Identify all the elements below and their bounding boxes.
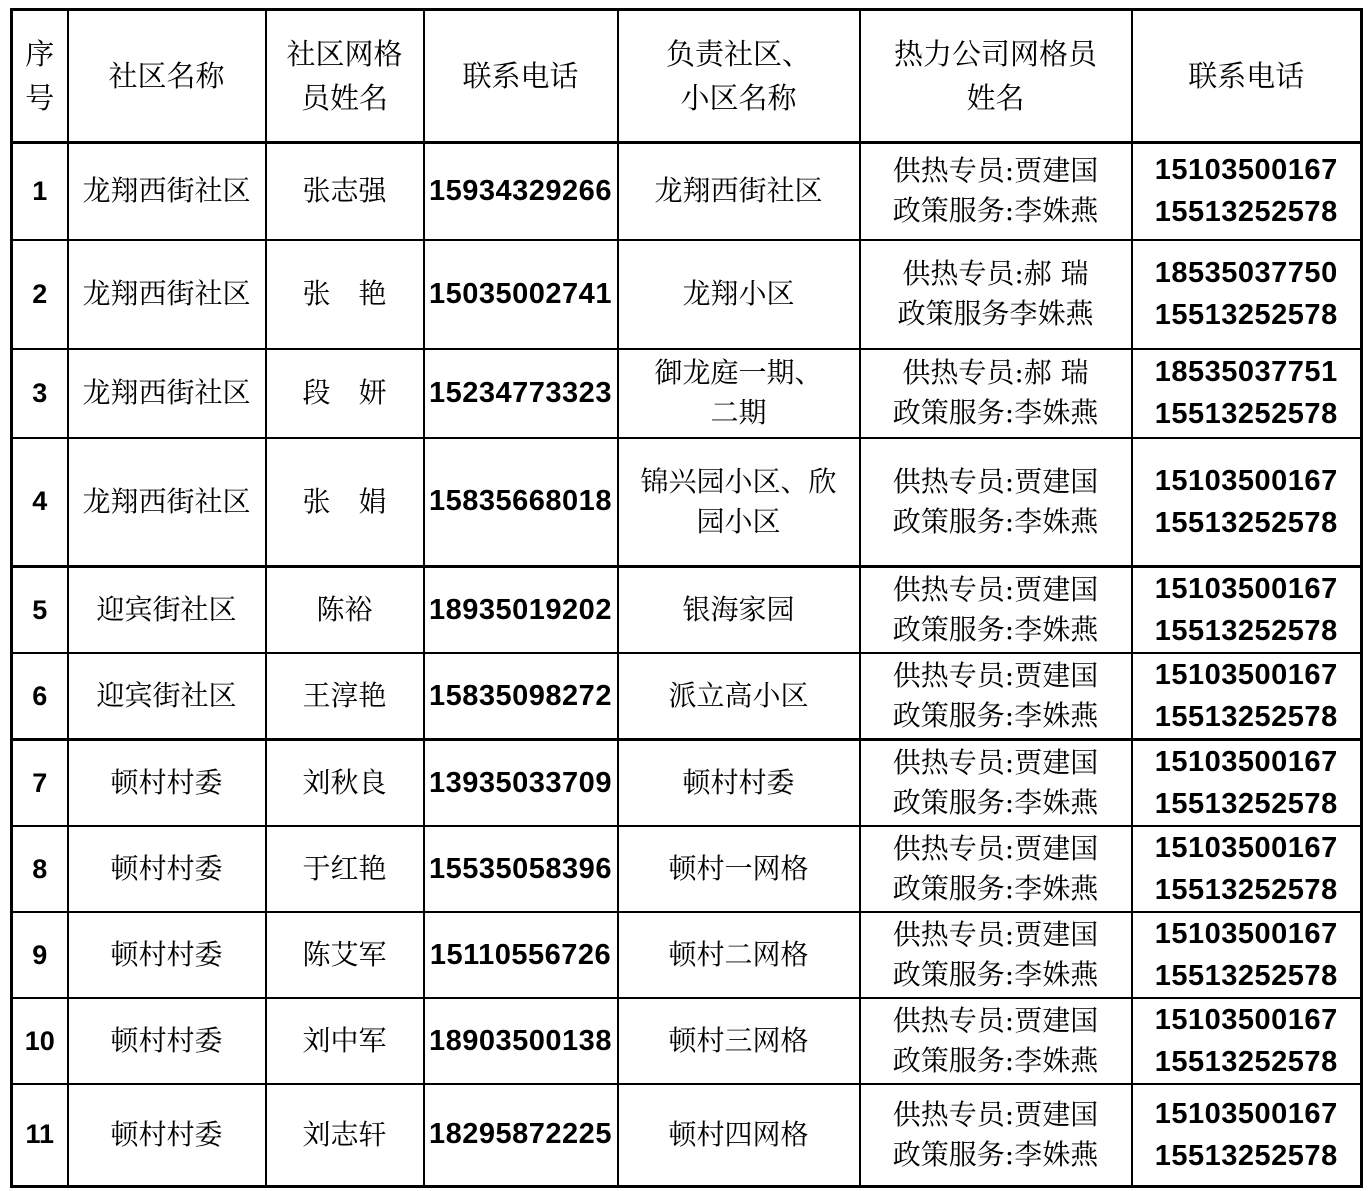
text-line: 园小区 — [696, 504, 781, 538]
text-line: 15513252578 — [1154, 1139, 1338, 1172]
text-line: 员姓名 — [300, 81, 388, 115]
community-name-cell: 顿村村委 — [68, 826, 266, 912]
serial-number-cell: 8 — [12, 826, 68, 912]
heating-worker-cell — [860, 740, 1132, 827]
heating-worker-cell — [860, 1084, 1132, 1186]
text-line: 供热专员:贾建国 — [892, 573, 1099, 606]
text-line: 15513252578 — [1154, 874, 1338, 906]
header-row — [12, 10, 1362, 143]
text-line: 小区名称 — [680, 81, 797, 115]
table-row — [12, 349, 1362, 438]
table-row — [12, 826, 1362, 912]
contact-phone-cell: 15234773323 — [424, 349, 618, 438]
heating-phone-cell — [1132, 1084, 1362, 1186]
heating-phone-cell — [1132, 349, 1362, 438]
text-line: 龙翔西街社区 — [654, 174, 823, 208]
table-row — [12, 567, 1362, 654]
responsible-area-cell — [618, 143, 860, 240]
serial-number-cell: 7 — [12, 740, 68, 827]
serial-number-cell: 9 — [12, 912, 68, 998]
grid-worker-name-cell: 张志强 — [266, 143, 424, 240]
contact-phone-cell: 15035002741 — [424, 240, 618, 349]
text-line: 15103500167 — [1154, 918, 1338, 950]
serial-number-cell: 11 — [12, 1084, 68, 1186]
text-line: 15513252578 — [1154, 960, 1338, 992]
text-line: 政策服务:李姝燕 — [892, 872, 1099, 905]
text-line: 热力公司网格员 — [893, 37, 1097, 71]
serial-number-cell: 2 — [12, 240, 68, 349]
community-name-cell: 顿村村委 — [68, 998, 266, 1084]
text-line: 15103500167 — [1154, 659, 1338, 691]
serial-number-cell: 3 — [12, 349, 68, 438]
responsible-area-cell — [618, 438, 860, 567]
text-line: 社区网格 — [286, 37, 403, 71]
heating-phone-cell — [1132, 826, 1362, 912]
table-row — [12, 740, 1362, 827]
text-line: 15103500167 — [1154, 1097, 1338, 1130]
text-line: 15513252578 — [1154, 615, 1338, 647]
serial-number-cell: 1 — [12, 143, 68, 240]
text-line: 供热专员:贾建国 — [892, 659, 1099, 692]
community-name-cell: 龙翔西街社区 — [68, 349, 266, 438]
text-line: 姓名 — [966, 81, 1025, 115]
text-line: 18535037750 — [1154, 257, 1338, 289]
heating-worker-cell — [860, 240, 1132, 349]
responsible-area-cell — [618, 349, 860, 438]
text-line: 供热专员:贾建国 — [892, 1004, 1099, 1037]
heating-phone-cell — [1132, 438, 1362, 567]
heating-worker-cell — [860, 143, 1132, 240]
grid-worker-name-cell: 张 艳 — [266, 240, 424, 349]
responsible-area-cell — [618, 826, 860, 912]
text-line: 社区名称 — [108, 59, 225, 93]
serial-number-cell: 6 — [12, 653, 68, 740]
community-name-cell: 顿村村委 — [68, 912, 266, 998]
grid-worker-name-cell: 刘中军 — [266, 998, 424, 1084]
contact-phone-cell: 15110556726 — [424, 912, 618, 998]
heating-phone-cell — [1132, 143, 1362, 240]
text-line: 政策服务:李姝燕 — [892, 396, 1099, 429]
text-line: 政策服务:李姝燕 — [892, 194, 1099, 228]
text-line: 序 — [25, 37, 55, 71]
text-line: 二期 — [710, 396, 767, 429]
grid-worker-name-cell: 陈裕 — [266, 567, 424, 654]
text-line: 政策服务:李姝燕 — [892, 786, 1099, 819]
col-header-serial — [12, 10, 68, 143]
table-header — [12, 10, 1362, 143]
table-row — [12, 912, 1362, 998]
text-line: 顿村四网格 — [668, 1117, 809, 1151]
heating-contact-table — [10, 8, 1363, 1188]
text-line: 联系电话 — [462, 59, 579, 93]
text-line: 龙翔小区 — [682, 277, 795, 310]
table-row — [12, 998, 1362, 1084]
table-row — [12, 143, 1362, 240]
grid-worker-name-cell: 陈艾军 — [266, 912, 424, 998]
text-line: 联系电话 — [1188, 59, 1305, 93]
heating-worker-cell — [860, 653, 1132, 740]
responsible-area-cell — [618, 653, 860, 740]
text-line: 15103500167 — [1154, 832, 1338, 864]
text-line: 顿村村委 — [682, 766, 795, 799]
col-header-community-name — [68, 10, 266, 143]
text-line: 顿村二网格 — [668, 938, 809, 971]
grid-worker-name-cell: 张 娟 — [266, 438, 424, 567]
text-line: 政策服务:李姝燕 — [892, 613, 1099, 646]
heating-worker-cell — [860, 567, 1132, 654]
text-line: 号 — [25, 81, 55, 115]
heating-phone-cell — [1132, 653, 1362, 740]
community-name-cell: 龙翔西街社区 — [68, 143, 266, 240]
text-line: 顿村一网格 — [668, 852, 809, 885]
serial-number-cell: 5 — [12, 567, 68, 654]
text-line: 15513252578 — [1154, 788, 1338, 820]
col-header-responsible-area — [618, 10, 860, 143]
text-line: 派立高小区 — [668, 679, 809, 712]
text-line: 15513252578 — [1154, 701, 1338, 733]
grid-worker-name-cell: 段 妍 — [266, 349, 424, 438]
heating-worker-cell — [860, 998, 1132, 1084]
community-name-cell: 龙翔西街社区 — [68, 438, 266, 567]
table-row — [12, 653, 1362, 740]
heating-worker-cell — [860, 349, 1132, 438]
text-line: 政策服务李姝燕 — [897, 297, 1094, 330]
table-row — [12, 438, 1362, 567]
heating-worker-cell — [860, 912, 1132, 998]
text-line: 15103500167 — [1154, 573, 1338, 605]
serial-number-cell: 4 — [12, 438, 68, 567]
contact-phone-cell: 13935033709 — [424, 740, 618, 827]
text-line: 政策服务:李姝燕 — [892, 1137, 1099, 1171]
text-line: 15513252578 — [1154, 506, 1338, 539]
responsible-area-cell — [618, 1084, 860, 1186]
contact-phone-cell: 18295872225 — [424, 1084, 618, 1186]
contact-phone-cell: 15835098272 — [424, 653, 618, 740]
grid-worker-name-cell: 王淳艳 — [266, 653, 424, 740]
heating-phone-cell — [1132, 240, 1362, 349]
text-line: 御龙庭一期、 — [654, 356, 823, 389]
text-line: 15513252578 — [1154, 398, 1338, 430]
col-header-heating-grid-worker — [860, 10, 1132, 143]
text-line: 18535037751 — [1154, 356, 1338, 388]
text-line: 供热专员:贾建国 — [892, 918, 1099, 951]
text-line: 供热专员:贾建国 — [892, 464, 1099, 498]
contact-phone-cell: 15535058396 — [424, 826, 618, 912]
table-row — [12, 1084, 1362, 1186]
heating-phone-cell — [1132, 740, 1362, 827]
text-line: 供热专员:贾建国 — [892, 832, 1099, 865]
heating-worker-cell — [860, 826, 1132, 912]
heating-phone-cell — [1132, 912, 1362, 998]
text-line: 政策服务:李姝燕 — [892, 1044, 1099, 1077]
community-name-cell: 龙翔西街社区 — [68, 240, 266, 349]
col-header-community-grid-worker — [266, 10, 424, 143]
text-line: 政策服务:李姝燕 — [892, 958, 1099, 991]
responsible-area-cell — [618, 740, 860, 827]
text-line: 供热专员:郝 瑞 — [902, 257, 1089, 290]
text-line: 政策服务:李姝燕 — [892, 699, 1099, 732]
grid-worker-name-cell: 刘志轩 — [266, 1084, 424, 1186]
text-line: 15103500167 — [1154, 746, 1338, 778]
text-line: 负责社区、 — [665, 37, 811, 71]
grid-worker-name-cell: 于红艳 — [266, 826, 424, 912]
community-name-cell: 顿村村委 — [68, 740, 266, 827]
text-line: 顿村三网格 — [668, 1024, 809, 1057]
text-line: 15103500167 — [1154, 1004, 1338, 1036]
contact-phone-cell: 18935019202 — [424, 567, 618, 654]
grid-worker-name-cell: 刘秋良 — [266, 740, 424, 827]
community-name-cell: 迎宾街社区 — [68, 653, 266, 740]
responsible-area-cell — [618, 998, 860, 1084]
serial-number-cell: 10 — [12, 998, 68, 1084]
heating-phone-cell — [1132, 998, 1362, 1084]
community-name-cell: 顿村村委 — [68, 1084, 266, 1186]
text-line: 政策服务:李姝燕 — [892, 504, 1099, 538]
col-header-contact-phone — [424, 10, 618, 143]
responsible-area-cell — [618, 240, 860, 349]
table-row — [12, 240, 1362, 349]
responsible-area-cell — [618, 567, 860, 654]
text-line: 银海家园 — [682, 593, 795, 626]
text-line: 供热专员:贾建国 — [892, 154, 1099, 188]
text-line: 供热专员:贾建国 — [892, 1097, 1099, 1131]
text-line: 15103500167 — [1154, 464, 1338, 497]
responsible-area-cell — [618, 912, 860, 998]
heating-worker-cell — [860, 438, 1132, 567]
community-name-cell: 迎宾街社区 — [68, 567, 266, 654]
text-line: 锦兴园小区、欣 — [640, 464, 837, 498]
text-line: 15103500167 — [1154, 154, 1338, 187]
text-line: 15513252578 — [1154, 196, 1338, 229]
col-header-heating-contact-phone — [1132, 10, 1362, 143]
text-line: 15513252578 — [1154, 1046, 1338, 1078]
contact-phone-cell: 18903500138 — [424, 998, 618, 1084]
heating-phone-cell — [1132, 567, 1362, 654]
contact-phone-cell: 15835668018 — [424, 438, 618, 567]
text-line: 供热专员:贾建国 — [892, 746, 1099, 779]
table-body — [12, 143, 1362, 1187]
text-line: 供热专员:郝 瑞 — [902, 356, 1089, 389]
contact-phone-cell: 15934329266 — [424, 143, 618, 240]
text-line: 15513252578 — [1154, 299, 1338, 331]
